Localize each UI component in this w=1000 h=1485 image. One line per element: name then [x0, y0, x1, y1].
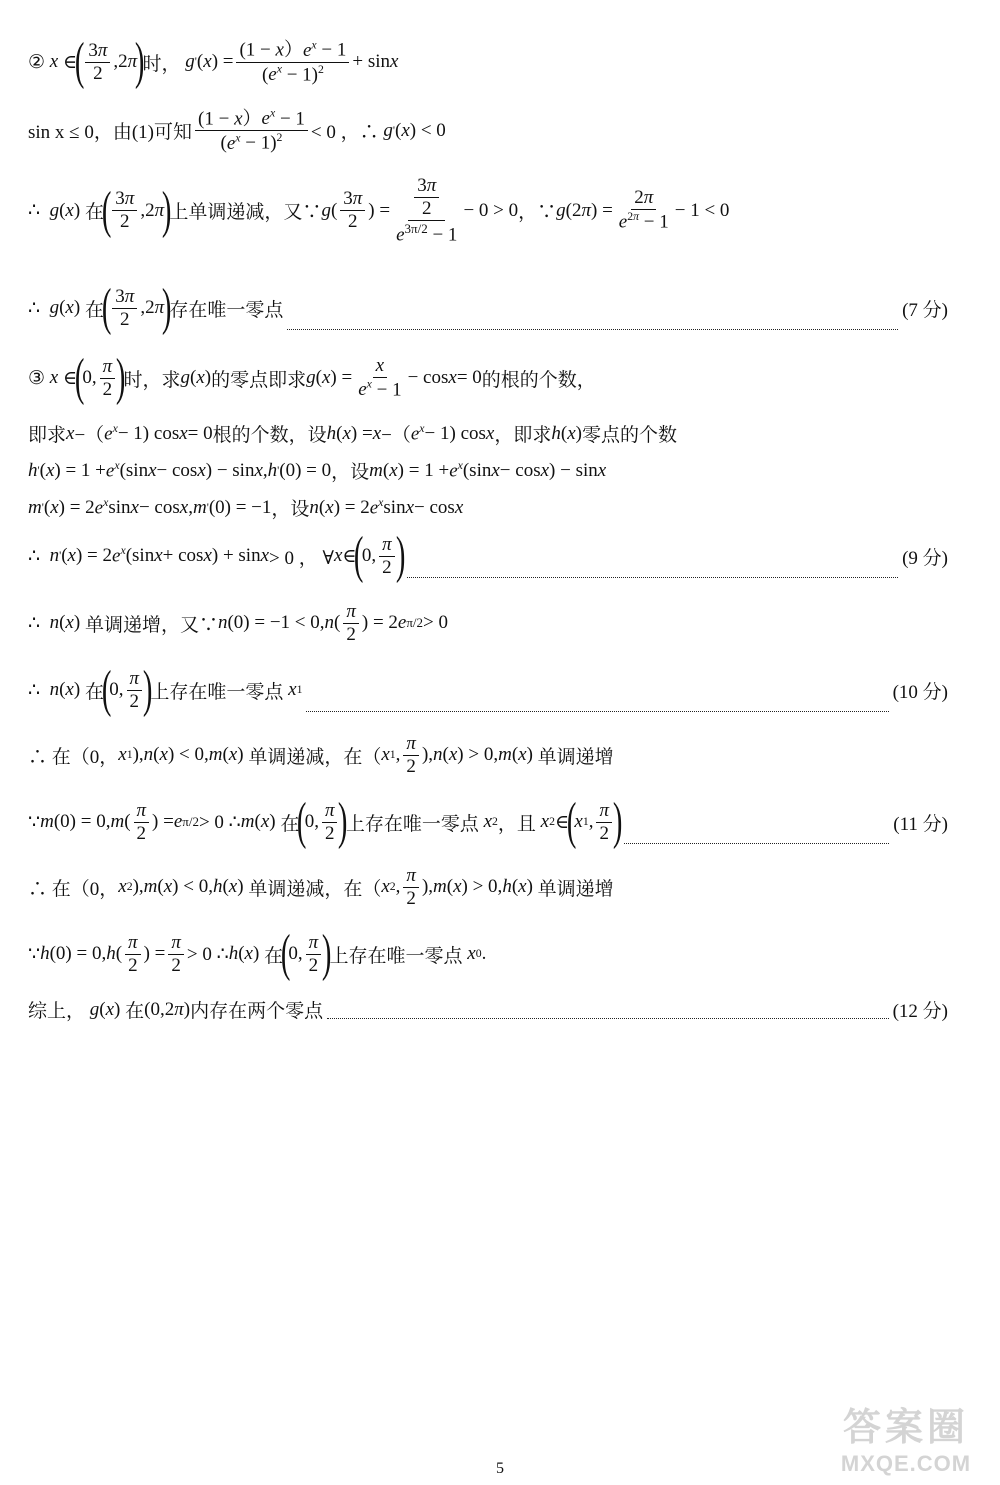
- line-case3: ③ x ∈ ( 0, $\frac{\pi}{2}$ ) 时，求 g ( x ) 的零点即求 g ( x ) = $\frac{x}{e^x - 1}$ − cos x = 0 的根的个数，: [28, 349, 596, 406]
- line-h-definition: 即求 x −（ $e^x$ − 1) cos x = 0 根的个数，设 h ( x ) = x −（ $e^x$ − 1) cos x ，即求 h ( x ) 零点的个数: [28, 421, 677, 446]
- leader-dots: [624, 843, 889, 844]
- line-g-decreasing: ∴ g ( x ) 在 ( $\frac{3\pi}{2}$ ,2 π ) 上单调递减，又∵ g ( $\frac{3\pi}{2}$ ) = $\frac{\frac{3\pi}{2}}{e^{3\pi/2} - 1}$ − 0 > 0 ，∵ g (2 π ) = $\frac{2\pi}{e^{2\pi} - 1}$ − 1 < 0: [28, 175, 730, 246]
- case-marker-3: ③: [28, 367, 46, 389]
- line-sin-nonpositive: sin x ≤ 0，由(1)可知 $\frac{(1 - x)e^x - 1}{(e^x - 1)^2}$ < 0 ，∴ g ' ( x ) < 0: [28, 107, 446, 154]
- score-12: (12 分): [892, 1001, 948, 1022]
- line-case2-derivative: ② x ∈ ( $\frac{3\pi}{2}$ ,2 π ) 时， g ' ( x ) = $\frac{(1 - x)e^x - 1}{(e^x - 1)^2}$ + sin x: [28, 33, 399, 90]
- page-number: 5: [496, 1460, 504, 1477]
- line-m-derivative: m ' ( x ) = 2 $e^x$ sin x − cos x , m ' (0) = −1 ，设 n ( x ) = 2 $e^x$ sin x − cos x: [28, 495, 464, 520]
- line-h-unique-zero: ∵ h (0) = 0, h ( $\frac{\pi}{2}$ ) = $\frac{\pi}{2}$ > 0 ∴ h ( x ) 在 ( 0, $\frac{\pi}{2}$ ) 上存在唯一零点 x 0 .: [28, 925, 487, 982]
- watermark-logo: [822, 1396, 990, 1476]
- leader-dots: [327, 1018, 889, 1019]
- line-h-monotonic: ∴ 在（0， x 2 ), m ( x ) < 0, h ( x ) 单调递减，在（ x 2 , $\frac{\pi}{2}$ ), m ( x ) > 0, h ( x ) 单调递增: [28, 865, 614, 909]
- line-n-increasing: ∴ n ( x ) 单调递增，又∵ n (0) = −1 < 0, n ( $\frac{\pi}{2}$ ) = 2 e π/2 > 0: [28, 601, 449, 645]
- line-unique-zero-11: ∵ m (0) = 0, m ( $\frac{\pi}{2}$ ) = e π/2 > 0 ∴ m ( x ) 在 ( 0, $\frac{\pi}{2}$ ) 上存在唯一零点 x 2 ，且 x 2 ∈ ( x 1 , $\frac{\pi}{2}$ ) (11 分): [28, 793, 948, 850]
- line-h-derivative: h ' ( x ) = 1 + $e^x$ (sin x − cos x ) − sin x , h ' (0) = 0 ，设 m ( x ) = 1 + $e^x$ (sin x − cos x ) − sin x: [28, 458, 607, 483]
- score-7: (7 分): [902, 299, 948, 321]
- watermark-cn: 答案圈: [842, 1407, 969, 1449]
- line-unique-zero-10: ∴ n ( x ) 在 ( 0, $\frac{\pi}{2}$ ) 上存在唯一零点 x 1 (10 分): [28, 661, 948, 718]
- watermark-en: MXQE.COM: [840, 1451, 972, 1476]
- case-marker-2: ②: [28, 51, 46, 73]
- line-conclusion-12: 综上， g ( x ) 在 (0,2 π ) 内存在两个零点 (12 分): [28, 996, 948, 1023]
- line-m-monotonic: ∴ 在（0， x 1 ), n ( x ) < 0, m ( x ) 单调递减，在（ x 1 , $\frac{\pi}{2}$ ), n ( x ) > 0, m ( x ) 单调递增: [28, 733, 614, 777]
- line-n-derivative-9: ∴ n ' ( x ) = 2 $e^x$ (sin x + cos x ) + sin x > 0 ， ∀ x ∈ ( 0, $\frac{\pi}{2}$ ) (9 分): [28, 527, 948, 584]
- leader-dots: [306, 711, 888, 712]
- score-10: (10 分): [892, 681, 948, 703]
- leader-dots: [407, 577, 898, 578]
- line-unique-zero-7: ∴ g ( x ) 在 ( $\frac{3\pi}{2}$ ,2 π ) 存在唯一零点 (7 分): [28, 279, 948, 336]
- leader-dots: [287, 329, 898, 330]
- score-9: (9 分): [902, 547, 948, 569]
- score-11: (11 分): [893, 813, 948, 835]
